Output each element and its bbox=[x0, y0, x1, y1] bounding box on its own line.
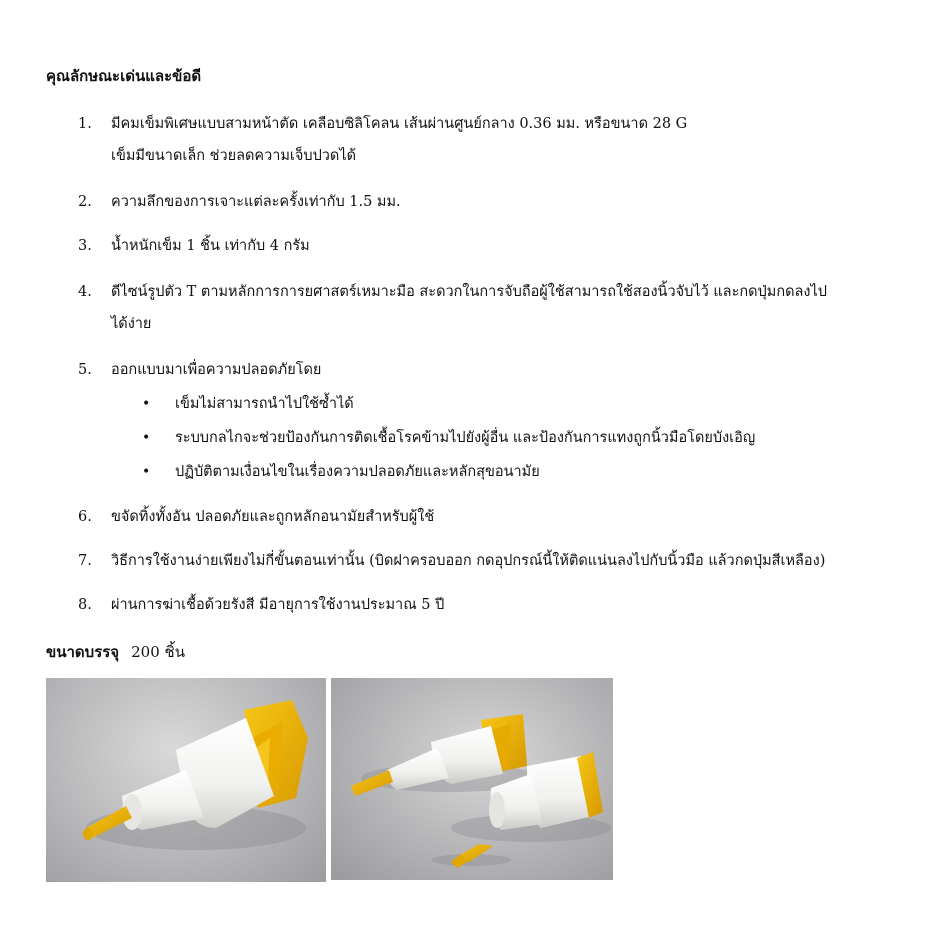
item-5-subitem-1: เข็มไม่สามารถนำไปใช้ซ้ำได้ bbox=[175, 396, 354, 412]
item-7-line-1: วิธีการใช้งานง่ายเพียงไม่กี่ขั้นตอนเท่านั้น (บิดฝาครอบออก กดอุปกรณ์นี้ให้ติดแน่นลงไปกับนิ้วมือ แล้วกดปุ่มสีเหลือง) bbox=[111, 553, 826, 569]
package-size-label: ขนาดบรรจุ bbox=[46, 643, 120, 661]
lancet-closeup-photo bbox=[46, 678, 326, 882]
item-5-line-1: ออกแบบมาเพื่อความปลอดภัยโดย bbox=[111, 362, 322, 378]
item-4-number: 4. bbox=[78, 284, 92, 300]
item-2-line-1: ความลึกของการเจาะแต่ละครั้งเท่ากับ 1.5 มม. bbox=[111, 194, 401, 210]
package-size bbox=[46, 640, 185, 664]
item-3-line-1: น้ำหนักเข็ม 1 ชิ้น เท่ากับ 4 กรัม bbox=[111, 238, 310, 254]
item-5-subitem-3: ปฏิบัติตามเงื่อนไขในเรื่องความปลอดภัยและหลักสุขอนามัย bbox=[175, 464, 540, 480]
bullet-2: • bbox=[142, 430, 151, 446]
item-5-number: 5. bbox=[78, 362, 92, 378]
section-heading: คุณลักษณะเด่นและข้อดี bbox=[46, 67, 202, 85]
item-5-subitem-2: ระบบกลไกจะช่วยป้องกันการติดเชื้อโรคข้ามไปยังผู้อื่น และป้องกันการแทงถูกนิ้วมือโดยบังเอิญ bbox=[175, 430, 756, 446]
item-6-number: 6. bbox=[78, 509, 92, 525]
item-1-line-2: เข็มมีขนาดเล็ก ช่วยลดความเจ็บปวดได้ bbox=[111, 148, 357, 164]
item-2-number: 2. bbox=[78, 194, 92, 210]
item-1-number: 1. bbox=[78, 116, 92, 132]
item-4-line-1: ดีไซน์รูปตัว T ตามหลักการการยศาสตร์เหมาะมือ สะดวกในการจับถือผู้ใช้สามารถใช้สองนิ้วจับไว้ และกดปุ่มกดลงไป bbox=[111, 284, 827, 300]
item-4-line-2: ได้ง่าย bbox=[111, 316, 152, 332]
item-3-number: 3. bbox=[78, 238, 92, 254]
item-1-line-1: มีคมเข็มพิเศษแบบสามหน้าตัด เคลือบซิลิโคลน เส้นผ่านศูนย์กลาง 0.36 มม. หรือขนาด 28 G bbox=[111, 116, 688, 132]
bullet-3: • bbox=[142, 464, 151, 480]
item-7-number: 7. bbox=[78, 553, 92, 569]
item-8-number: 8. bbox=[78, 597, 92, 613]
package-size-value: 200 ชิ้น bbox=[131, 643, 185, 661]
bullet-1: • bbox=[142, 396, 151, 412]
item-8-line-1: ผ่านการฆ่าเชื้อด้วยรังสี มีอายุการใช้งานประมาณ 5 ปี bbox=[111, 597, 445, 613]
lancet-parts-photo bbox=[331, 678, 613, 880]
lancet-closeup-illustration bbox=[46, 678, 326, 882]
lancet-parts-illustration bbox=[331, 678, 613, 880]
item-6-line-1: ขจัดทิ้งทั้งอัน ปลอดภัยและถูกหลักอนามัยสำหรับผู้ใช้ bbox=[111, 509, 435, 525]
